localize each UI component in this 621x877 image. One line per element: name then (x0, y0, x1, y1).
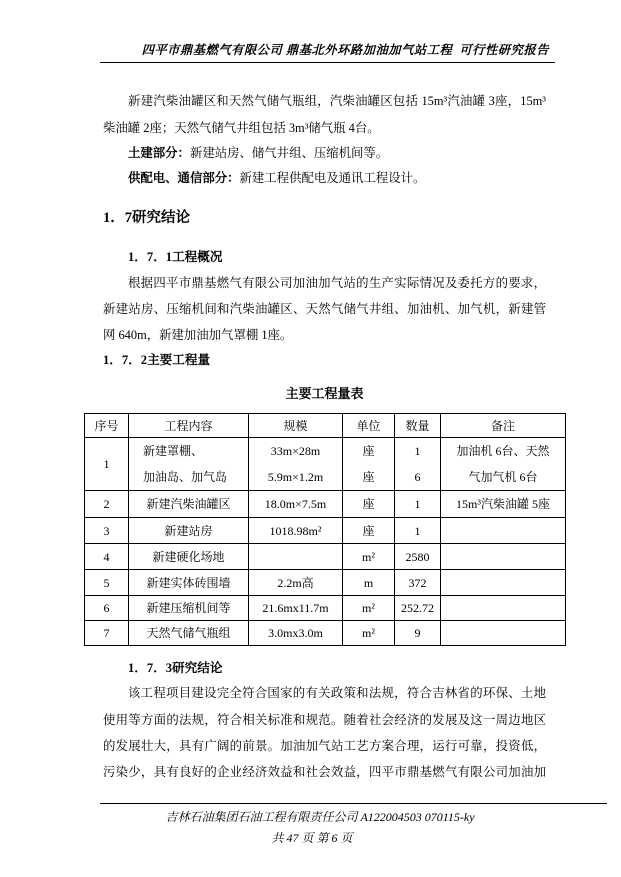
cell-item-line: 新建罩棚、 (143, 444, 204, 458)
cell-no: 4 (85, 544, 129, 570)
cell-unit: m² (343, 596, 395, 621)
cell-note (441, 570, 566, 596)
conclusion-line-1: 该工程项目建设完全符合国家的有关政策和法规，符合吉林省的环保、土地 (128, 686, 546, 700)
cell-no: 7 (85, 621, 129, 646)
cell-scale (249, 544, 343, 570)
conclusion-line-4: 污染少，具有良好的企业经济效益和社会效益，四平市鼎基燃气有限公司加油加 (103, 765, 546, 779)
cell-no: 5 (85, 570, 129, 596)
quantities-heading: 1．7．2主要工程量 (103, 353, 211, 367)
cell-no: 2 (85, 491, 129, 518)
cell-unit: 座 (343, 491, 395, 518)
civil-works-line (128, 140, 546, 166)
cell-note (441, 518, 566, 544)
header-cell-no: 序号 (85, 414, 129, 438)
cell-qty: 1 (395, 491, 441, 518)
overview-line-3: 网 640m，新建加油加气罩棚 1座。 (103, 328, 293, 342)
cell-unit (343, 438, 395, 491)
running-header: 四平市鼎基燃气有限公司 鼎基北外环路加油加气站工程 可行性研究报告 (141, 43, 549, 57)
cell-scale-line: 33m×28m (270, 444, 321, 458)
cell-unit: 座 (343, 518, 395, 544)
header-cell-note: 备注 (441, 414, 566, 438)
cell-scale: 2.2m高 (249, 570, 343, 596)
cell-qty: 372 (395, 570, 441, 596)
scope-line-2: 柴油罐 2座；天然气储气井组包括 3m³储气瓶 4台。 (103, 121, 380, 135)
cell-unit: m² (343, 621, 395, 646)
table-row (85, 570, 566, 596)
table-title: 主要工程量表 (285, 386, 364, 401)
cell-item: 天然气储气瓶组 (129, 621, 249, 646)
cell-item: 新建压缩机间等 (129, 596, 249, 621)
header-cell-item: 工程内容 (129, 414, 249, 438)
overview-heading: 1．7．1工程概况 (128, 250, 223, 264)
footer-company: 吉林石油集团石油工程有限责任公司 A122004503 070115-ky (165, 810, 475, 824)
cell-scale: 18.0m×7.5m (249, 491, 343, 518)
cell-item: 新建站房 (129, 518, 249, 544)
section-heading: 1．7研究结论 (103, 210, 190, 226)
civil-works-label: 土建部分： (128, 146, 190, 160)
overview-line-2: 新建站房、压缩机间和汽柴油罐区、天然气储气井组、加油机、加气机，新建管 (103, 302, 546, 316)
cell-item (129, 438, 249, 491)
cell-item-line: 加油岛、加气岛 (143, 470, 228, 484)
header-cell-qty: 数量 (395, 414, 441, 438)
table-row (85, 544, 566, 570)
cell-scale (249, 438, 343, 491)
cell-qty-line: 1 (414, 444, 421, 458)
cell-scale: 1018.98m² (249, 518, 343, 544)
cell-item: 新建硬化场地 (129, 544, 249, 570)
table-row (85, 621, 566, 646)
cell-item: 新建实体砖围墙 (129, 570, 249, 596)
cell-note (441, 544, 566, 570)
conclusion-line-2: 使用等方面的法规，符合相关标准和规范。随着社会经济的发展及这一周边地区 (103, 713, 546, 727)
cell-no: 6 (85, 596, 129, 621)
cell-scale: 21.6mx11.7m (249, 596, 343, 621)
civil-works-text: 新建站房、储气井组、压缩机间等。 (189, 146, 389, 160)
header-cell-scale: 规模 (249, 414, 343, 438)
cell-qty: 1 (395, 518, 441, 544)
cell-qty: 9 (395, 621, 441, 646)
cell-no: 1 (85, 438, 129, 491)
cell-note (441, 621, 566, 646)
cell-scale: 3.0mx3.0m (249, 621, 343, 646)
cell-no: 3 (85, 518, 129, 544)
cell-note-line: 气加气机 6台 (468, 470, 538, 484)
header-rule (100, 62, 555, 63)
footer-page-number: 共 47 页 第 6 页 (271, 831, 353, 845)
cell-qty (395, 438, 441, 491)
conclusion-heading: 1．7．3研究结论 (128, 661, 223, 675)
power-comm-label: 供配电、通信部分： (128, 171, 240, 185)
cell-item: 新建汽柴油罐区 (129, 491, 249, 518)
table-header-row (85, 414, 566, 438)
cell-unit: m (343, 570, 395, 596)
quantities-table (84, 413, 566, 646)
table-row (85, 491, 566, 518)
overview-line-1: 根据四平市鼎基燃气有限公司加油加气站的生产实际情况及委托方的要求， (128, 276, 546, 290)
scope-line-1: 新建汽柴油罐区和天然气储气瓶组，汽柴油罐区包括 15m³汽油罐 3座，15m³ (128, 94, 546, 108)
cell-note: 15m³汽柴油罐 5座 (441, 491, 566, 518)
cell-note (441, 596, 566, 621)
power-comm-text: 新建工程供配电及通讯工程设计。 (239, 171, 426, 185)
cell-scale-line: 5.9m×1.2m (267, 470, 324, 484)
cell-qty: 2580 (395, 544, 441, 570)
cell-note (441, 438, 566, 491)
cell-note-line: 加油机 6台、天然 (456, 444, 550, 458)
table-row (85, 518, 566, 544)
power-comm-line (128, 165, 546, 191)
table-row (85, 596, 566, 621)
cell-unit-line: 座 (362, 470, 375, 484)
cell-qty: 252.72 (395, 596, 441, 621)
conclusion-line-3: 的发展壮大，具有广阔的前景。加油加气站工艺方案合理，运行可靠，投资低， (103, 739, 546, 753)
footer-rule (100, 803, 607, 804)
cell-unit: m² (343, 544, 395, 570)
cell-qty-line: 6 (414, 470, 421, 484)
cell-unit-line: 座 (362, 444, 375, 458)
table-row (85, 438, 566, 491)
header-cell-unit: 单位 (343, 414, 395, 438)
